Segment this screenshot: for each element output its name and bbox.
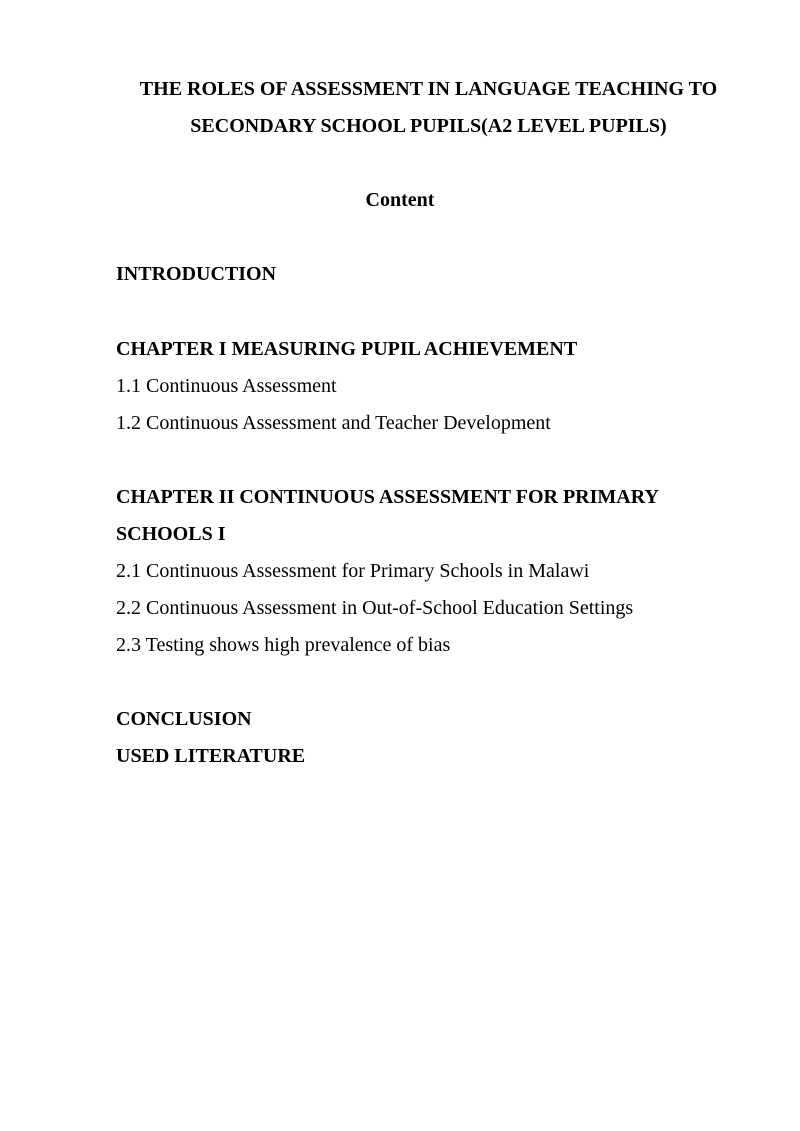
title-line-2: SECONDARY SCHOOL PUPILS(A2 LEVEL PUPILS) <box>190 115 667 137</box>
title-line-1: THE ROLES OF ASSESSMENT IN LANGUAGE TEACHING TO <box>139 78 718 100</box>
toc-chapter-2-heading-line-2: SCHOOLS I <box>116 523 226 545</box>
toc-chapter-1-heading: CHAPTER I MEASURING PUPIL ACHIEVEMENT <box>116 338 578 360</box>
toc-item-1-2: 1.2 Continuous Assessment and Teacher Development <box>116 412 551 434</box>
toc-conclusion: CONCLUSION <box>116 708 252 730</box>
toc-introduction: INTRODUCTION <box>116 263 277 285</box>
toc-chapter-2-heading-line-1: CHAPTER II CONTINUOUS ASSESSMENT FOR PRIMARY <box>116 486 659 508</box>
toc-item-1-1: 1.1 Continuous Assessment <box>116 375 337 397</box>
toc-item-2-2: 2.2 Continuous Assessment in Out-of-School Education Settings <box>116 597 634 619</box>
toc-item-2-3: 2.3 Testing shows high prevalence of bias <box>116 634 451 656</box>
document-title <box>57 71 800 145</box>
toc-used-literature: USED LITERATURE <box>116 745 306 767</box>
contents-heading: Content <box>365 189 435 211</box>
toc-item-2-1: 2.1 Continuous Assessment for Primary Schools in Malawi <box>116 560 590 582</box>
